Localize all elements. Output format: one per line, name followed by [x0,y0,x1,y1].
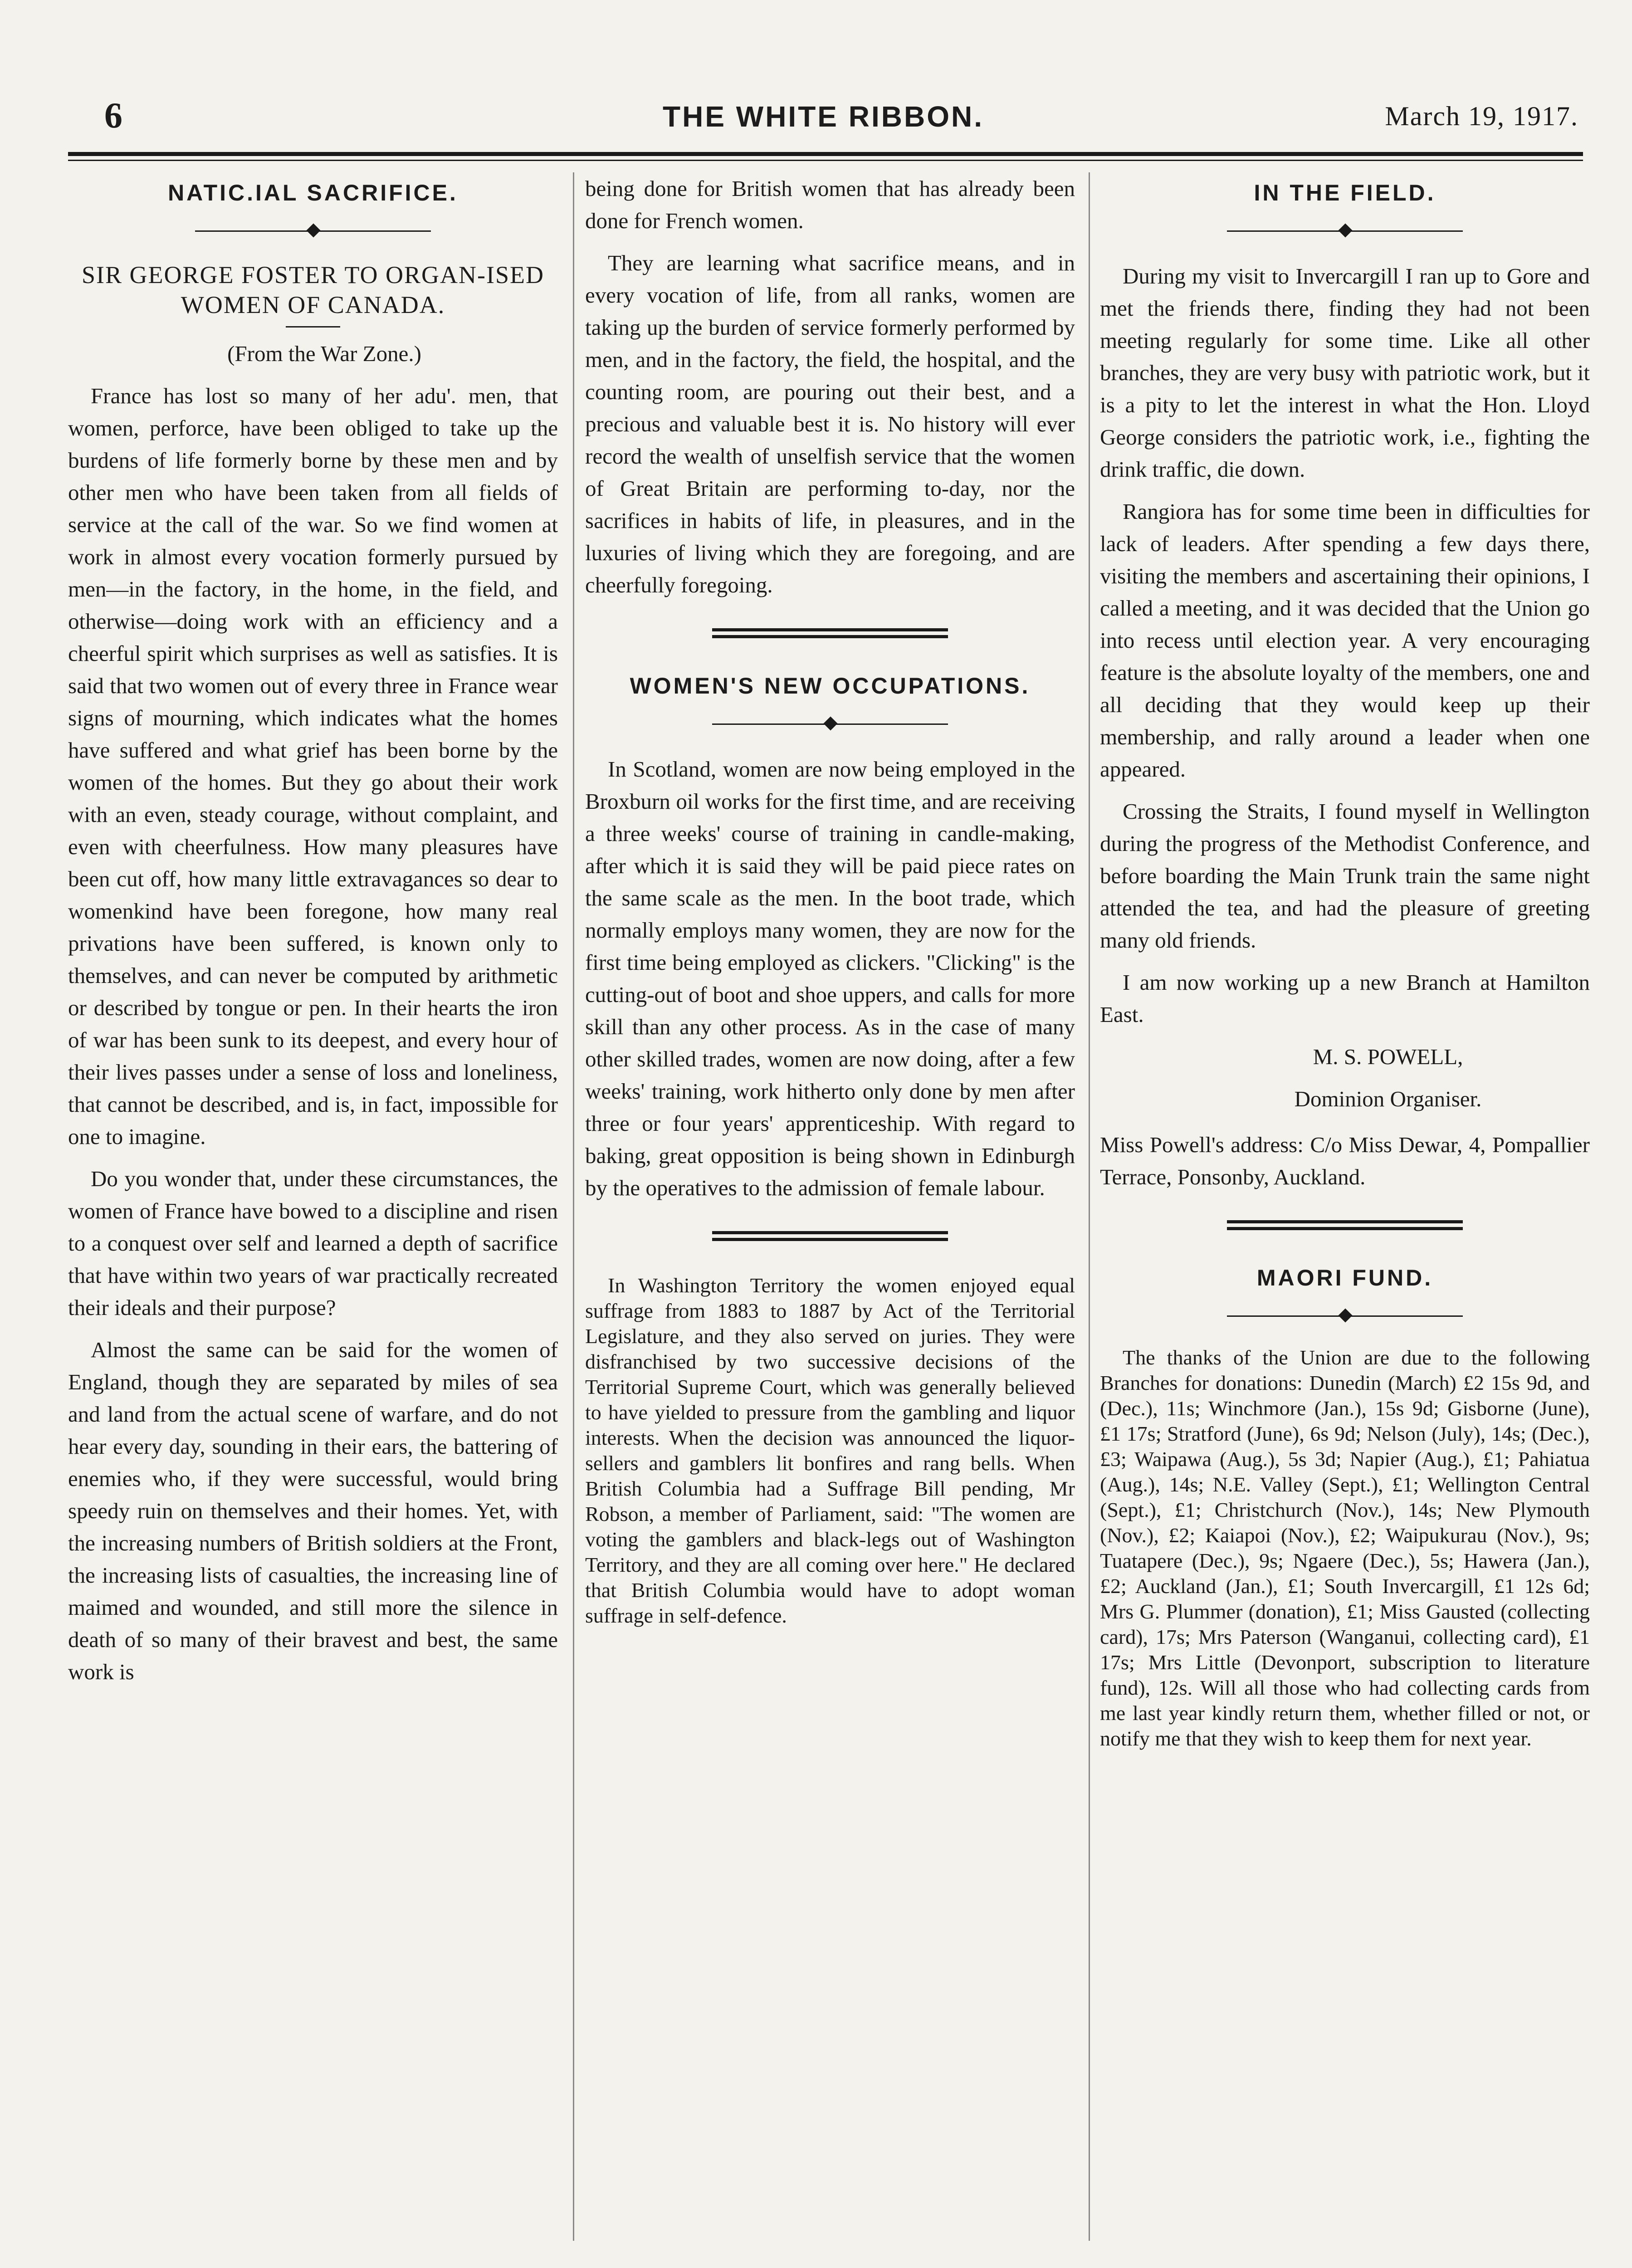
article-continuation: being done for British women that has already been done for French women. [585,176,1075,233]
article-paragraph: During my visit to Invercargill I ran up to Gore and met the friends there, finding they had not been meeting regularly for some time. Like all other branches, they are very busy with patriotic work, but it is a pity to let the interest in what the Hon. Lloyd George considers the patriotic work, i.e., fighting the drink traffic, die down. [1100,264,1590,482]
ornament-divider [1227,1307,1463,1325]
issue-date: March 19, 1917. [1385,101,1578,131]
article-heading: WOMEN'S NEW OCCUPATIONS. [630,673,1031,699]
signature-title: Dominion Organiser. [1294,1086,1482,1111]
column-divider [1089,172,1090,2241]
article-paragraph: In Scotland, women are now being employed in the Broxburn oil works for the first time, and are receiving a three weeks' course of training in candle-making, after which it is said they will be paid piece rates on the same scale as the men. In the boot trade, which normally employs many women, they are now for the first time being employed as clickers. "Clicking" is the cutting-out of boot and shoe uppers, and calls for more skill than any other process. As in the case of many other skilled trades, women are now doing, after a few weeks' training, work hitherto only done by men after three or four years' apprenticeship. With regard to baking, great opposition is being shown in Edinburgh by the operatives to the admission of female labour. [585,757,1075,1200]
column-national-sacrifice [68,172,558,1698]
double-rule-divider [712,1231,948,1241]
page-header [68,91,1578,150]
article-source: (From the War Zone.) [227,341,421,366]
article-paragraph: Do you wonder that, under these circumstances, the women of France have bowed to a discipline and risen to a conquest over self and learned a depth of sacrifice that have within two years of war practically recreated their ideals and their purpose? [68,1166,558,1320]
article-paragraph-washington: In Washington Territory the women enjoyed equal suffrage from 1883 to 1887 by Act of the Territorial Legislature, and they also served on juries. They were disfranchised by two successive decisions of the Territorial Supreme Court, which was generally believed to have yielded to pressure from the gambling and liquor interests. When the decision was announced the liquor-sellers and gamblers lit bonfires and rang bells. When British Columbia had a Suffrage Bill pending, Mr Robson, a member of Parliament, said: "The women are voting the gamblers and black-legs out of Washington Territory, and they are all coming over here." He declared that British Columbia would have to adopt woman suffrage in self-defence. [585,1274,1075,1627]
article-subheading: SIR GEORGE FOSTER TO ORGAN-ISED WOMEN OF CANADA. [81,261,545,318]
article-heading: NATIC.IAL SACRIFICE. [168,180,458,205]
article-heading: MAORI FUND. [1256,1265,1433,1290]
article-paragraph: Crossing the Straits, I found myself in Wellington during the progress of the Methodist Conference, and before boarding the Main Trunk train the same night attended the tea, and had the pleasure of greeting many old friends. [1100,799,1590,953]
article-paragraph: France has lost so many of her adu'. men, that women, perforce, have been obliged to take up the burdens of life formerly borne by these men and by other men who have been taken from all fields of service at the call of the war. So we find women at work in almost every vocation formerly pursued by men—in the factory, in the home, in the field, and otherwise—doing work with an efficiency and a cheerful spirit which surprises as well as satisfies. It is said that two women out of every three in France wear signs of mourning, which indicates what the homes have suffered and what grief has been borne by the women of the homes. But they go about their work with an even, steady courage, without complaint, and even with cheerfulness. How many pleasures have been cut off, how many little extravagances so dear to womenkind have been foregone, how many real privations have been suffered, is known only to themselves, and can never be computed by arithmetic or described by tongue or pen. In their hearts the iron of war has been sunk to its deepest, and every hour of their lives passes under a sense of loss and loneliness, that cannot be described, and is, in fact, impossible for one to imagine. [68,383,558,1149]
column-middle [585,172,1075,1638]
article-paragraph: They are learning what sacrifice means, and in every vocation of life, from all ranks, women are taking up the burden of service formerly performed by men, and in the factory, the field, the hospital, and the counting room, are pouring out their best, and a precious and valuable best it is. No history will ever record the wealth of unselfish service that the women of Great Britain are performing to-day, nor the sacrifices in habits of life, in pleasures, and in the luxuries of living which they are foregoing, and are cheerfully foregoing. [585,250,1075,597]
organiser-address: Miss Powell's address: C/o Miss Dewar, 4, Pompallier Terrace, Ponsonby, Auckland. [1100,1132,1590,1189]
article-paragraph: Almost the same can be said for the women of England, though they are separated by miles of sea and land from the actual scene of warfare, and do not hear every day, sounding in their ears, the battering of enemies who, if they were successful, would bring speedy ruin on themselves and their homes. Yet, with the increasing numbers of British soldiers at the Front, the increasing lists of casualties, the increasing line of maimed and wounded, and still more the silence in death of so many of their bravest and best, the same work is [68,1337,558,1684]
page-number: 6 [104,96,122,136]
double-rule-divider [712,628,948,638]
article-paragraph: Rangiora has for some time been in difficulties for lack of leaders. After spending a few days there, visiting the members and ascertaining their opinions, I called a meeting, and it was decided that the Union go into recess until election year. A very encouraging feature is the absolute loyalty of the members, one and all deciding that they would keep up their membership, and rally around a leader when one appeared. [1100,499,1590,782]
short-rule [286,326,340,327]
masthead-title: THE WHITE RIBBON. [663,100,984,133]
article-paragraph: I am now working up a new Branch at Hamilton East. [1100,970,1590,1027]
ornament-divider [712,715,948,733]
column-in-the-field [1100,172,1590,1761]
ornament-divider [1227,222,1463,240]
article-paragraph-maori-fund: The thanks of the Union are due to the following Branches for donations: Dunedin (March) £2 15s 9d, and (Dec.), 11s; Winchmore (Jan.), 15s 9d; Gisborne (June), £1 17s; Stratford (June), 6s 9d; Nelson (July), 14s; (Dec.), £3; Waipawa (Aug.), 5s 3d; Napier (Aug.), £1; Pahiatua (Aug.), 14s; N.E. Valley (Sept.), £1; Wellington Central (Sept.), £1; Christchurch (Nov.), 14s; New Plymouth (Nov.), £2; Kaiapoi (Nov.), £2; Waipukurau (Nov.), 9s; Tuatapere (Dec.), 9s; Ngaere (Dec.), 5s; Hawera (Jan.), £2; Auckland (Jan.), £1; South Invercargill, £1 12s 6d; Mrs G. Plummer (donation), £1; Miss Gausted (collecting card), 17s; Mrs Paterson (Wanganui, collecting card), £1 17s; Mrs Little (Devonport, subscription to literature fund), 12s. Will all those who had collecting cards from me last year kindly return them, whether filled or not, or notify me that they wish to keep them for next year. [1100,1346,1590,1750]
signature-name: M. S. POWELL, [1313,1044,1463,1069]
column-divider [573,172,574,2241]
double-rule-divider [1227,1220,1463,1230]
header-rule-thin [68,160,1583,161]
ornament-divider [195,222,431,240]
header-rule-thick [68,152,1583,156]
article-heading: IN THE FIELD. [1254,180,1436,205]
